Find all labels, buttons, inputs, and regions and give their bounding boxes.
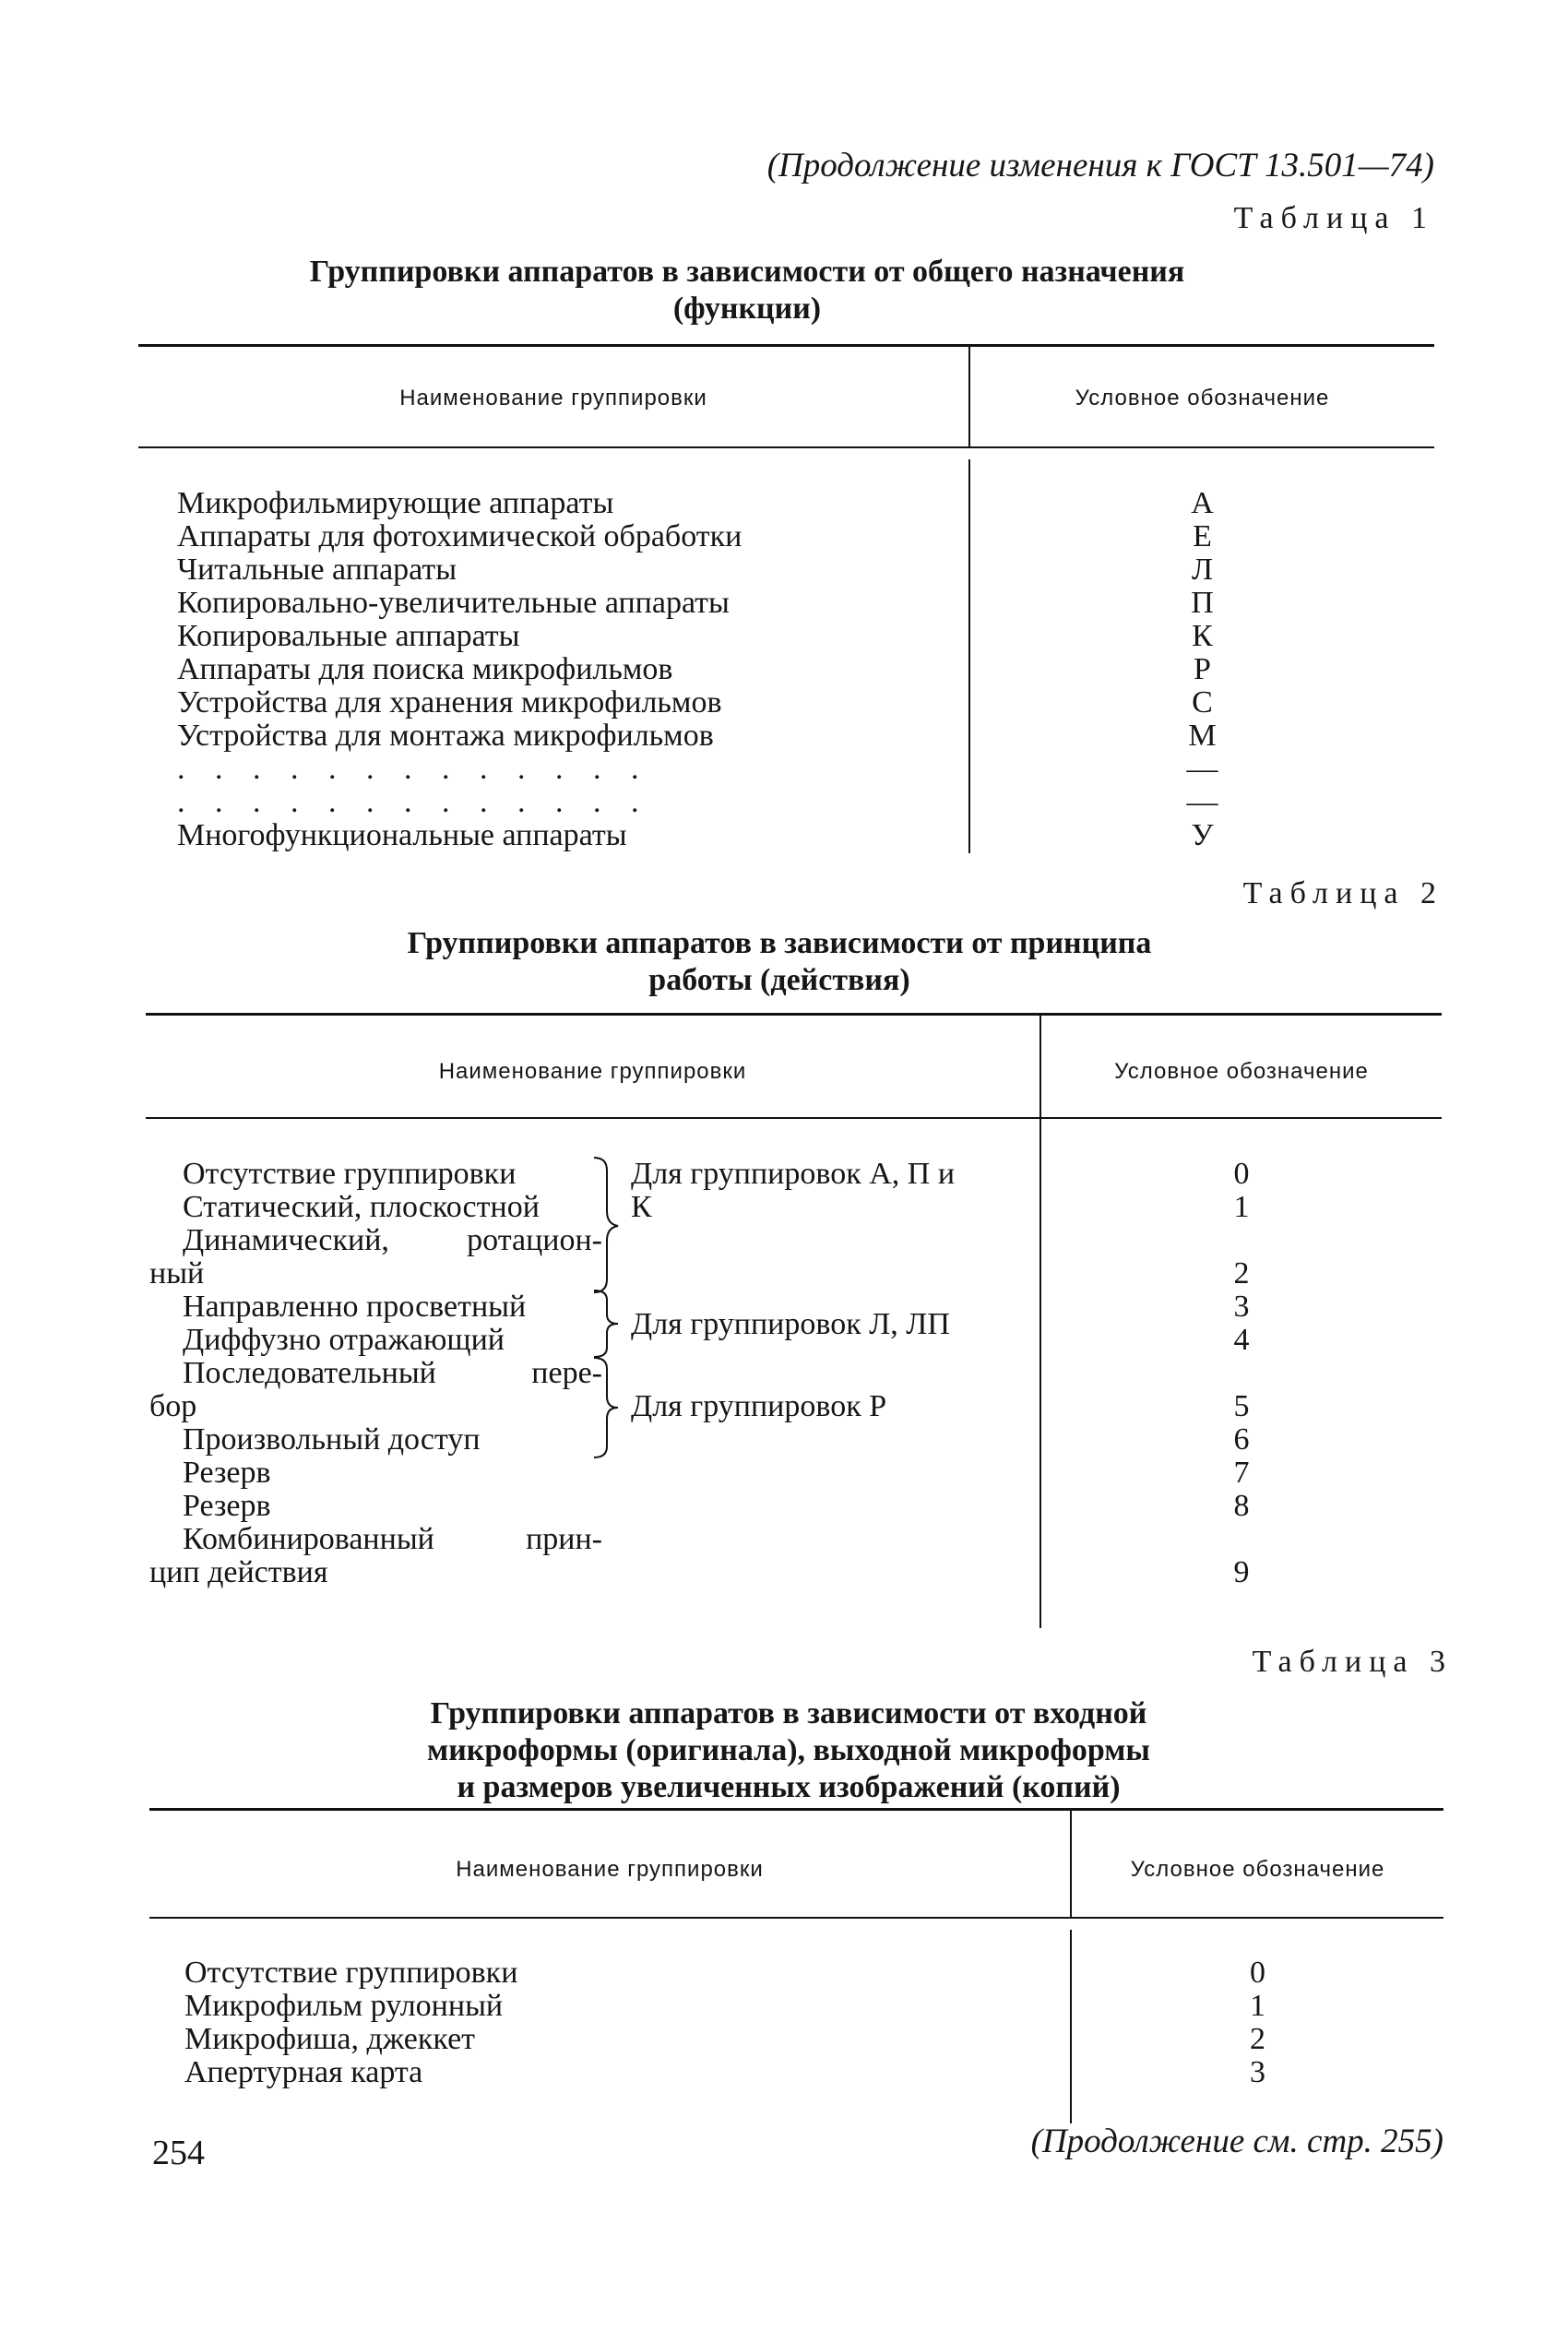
- table1-header-rule: [138, 446, 1434, 448]
- table3-row-name: Микрофильм рулонный: [184, 1989, 504, 2023]
- table2-code: 6: [1233, 1422, 1250, 1457]
- table2-code: 1: [1233, 1190, 1250, 1224]
- table2-row-name: Резерв: [183, 1489, 271, 1523]
- table2-code: 0: [1233, 1157, 1250, 1191]
- table3-row-code: 0: [1250, 1956, 1265, 1990]
- page-number: 254: [152, 2134, 205, 2172]
- table2-row-name: Направленно просветный: [183, 1290, 527, 1324]
- table3-top-rule: [149, 1808, 1443, 1811]
- table2-note: Для группировок Л, ЛП: [631, 1307, 950, 1341]
- table1-row-code: С: [1192, 685, 1213, 720]
- table2-code: 2: [1233, 1256, 1250, 1290]
- table2-row-name: ный: [149, 1256, 205, 1290]
- table2-caption-line1: Группировки аппаратов в зависимости от принципа: [407, 926, 1152, 960]
- table3-caption: [314, 1695, 1264, 1806]
- table1-top-rule: [138, 344, 1434, 347]
- table2-code: 3: [1233, 1290, 1250, 1324]
- table1-row-name: Аппараты для фотохимической обработки: [177, 519, 742, 553]
- table1-row-name: Микрофильмирующие аппараты: [177, 486, 614, 520]
- table2-note: К: [631, 1190, 652, 1224]
- table3-row-code: 3: [1250, 2055, 1265, 2089]
- table2-row-name: Отсутствие группировки: [183, 1157, 517, 1191]
- table1-row-code: —: [1186, 785, 1218, 819]
- table2-code: 4: [1233, 1323, 1250, 1357]
- table2-row-name: Диффузно отражающий: [183, 1323, 505, 1357]
- table2-row-name: Произвольный доступ: [183, 1422, 481, 1457]
- table1-row-code: —: [1186, 752, 1218, 786]
- table3-row-code: 2: [1250, 2022, 1265, 2056]
- continuation-header: (Продолжение изменения к ГОСТ 13.501—74): [766, 147, 1434, 184]
- table2-note: Для группировок Р: [631, 1389, 887, 1423]
- table2-code: 5: [1233, 1389, 1250, 1423]
- table1-row-code: К: [1192, 619, 1213, 653]
- table1-row-code: П: [1191, 586, 1214, 620]
- table1-row-name: Устройства для хранения микрофильмов: [177, 685, 722, 720]
- table1-codes: [970, 487, 1434, 852]
- table2-header-rule: [146, 1117, 1442, 1119]
- table2-brace-2-icon: [588, 1289, 625, 1359]
- table1-row-code: М: [1188, 719, 1217, 753]
- table3-caption-line1: Группировки аппаратов в зависимости от входной: [430, 1696, 1147, 1730]
- table3-caption-line2: микроформы (оригинала), выходной микроформы: [427, 1733, 1150, 1767]
- table3-header-rule: [149, 1917, 1443, 1919]
- table1-row-name: Аппараты для поиска микрофильмов: [177, 652, 673, 686]
- table3-row-name: Апертурная карта: [184, 2055, 423, 2089]
- table2-row-name: Комбинированный прин-: [183, 1522, 602, 1556]
- table1-row-code: Е: [1193, 519, 1212, 553]
- continuation-footer: (Продолжение см. стр. 255): [1030, 2123, 1443, 2160]
- table1-col-name-header: Наименование группировки: [399, 386, 707, 410]
- table1-ellipsis-row: . . . . . . . . . . . . .: [177, 752, 639, 786]
- table1-row-name: Многофункциональные аппараты: [177, 818, 627, 852]
- table2-label: Таблица 2: [1242, 876, 1443, 910]
- table2-caption: [304, 925, 1254, 999]
- table3-codes: [1072, 1956, 1443, 2089]
- table2-code: 7: [1233, 1456, 1250, 1490]
- table3-row-code: 1: [1250, 1989, 1265, 2023]
- table3-names: [184, 1956, 517, 2089]
- table3-label: Таблица 3: [1252, 1645, 1453, 1679]
- table2-col-code-header: Условное обозначение: [1114, 1059, 1369, 1084]
- table1-row-name: Копировальные аппараты: [177, 619, 520, 653]
- table1-row-name: Копировально-увеличительные аппараты: [177, 586, 730, 620]
- table2-note: Для группировок А, П и: [631, 1157, 956, 1191]
- table3-col-name-header: Наименование группировки: [456, 1857, 764, 1882]
- table3-row-name: Отсутствие группировки: [184, 1956, 518, 1990]
- table2-row-name: Последовательный пере-: [183, 1356, 602, 1390]
- table1-ellipsis-row: . . . . . . . . . . . . .: [177, 785, 639, 819]
- table2-caption-line2: работы (действия): [648, 963, 910, 997]
- table1-row-code: У: [1191, 818, 1214, 852]
- table2-code: 8: [1233, 1489, 1250, 1523]
- table2-row-name: Резерв: [183, 1456, 271, 1490]
- table3-row-name: Микрофиша, джеккет: [184, 2022, 476, 2056]
- table2-code: 9: [1233, 1555, 1250, 1589]
- table1-label: Таблица 1: [1233, 201, 1434, 235]
- table2-top-rule: [146, 1013, 1442, 1016]
- table3-caption-line3: и размеров увеличенных изображений (копий): [457, 1770, 1121, 1804]
- table1-row-name: Устройства для монтажа микрофильмов: [177, 719, 714, 753]
- table3-col-code-header: Условное обозначение: [1130, 1857, 1385, 1882]
- table1-caption-line1: Группировки аппаратов в зависимости от общего назначения: [309, 255, 1185, 289]
- table2-row-name: бор: [149, 1389, 197, 1423]
- table1-row-code: Р: [1194, 652, 1211, 686]
- table2-row-name: цип действия: [149, 1555, 328, 1589]
- table2-col-name-header: Наименование группировки: [438, 1059, 747, 1084]
- table1-caption: [231, 254, 1264, 327]
- table1-col-code-header: Условное обозначение: [1075, 386, 1330, 410]
- table1-names: [177, 487, 742, 852]
- table1-row-code: А: [1191, 486, 1214, 520]
- table2-brace-1-icon: [588, 1156, 625, 1294]
- table2-row-name: Статический, плоскостной: [183, 1190, 540, 1224]
- table1-caption-line2: (функции): [672, 291, 822, 326]
- table2-row-name: Динамический, ротацион-: [183, 1223, 602, 1257]
- table1-row-name: Читальные аппараты: [177, 553, 457, 587]
- table2-brace-3-icon: [588, 1356, 625, 1459]
- table1-row-code: Л: [1191, 553, 1214, 587]
